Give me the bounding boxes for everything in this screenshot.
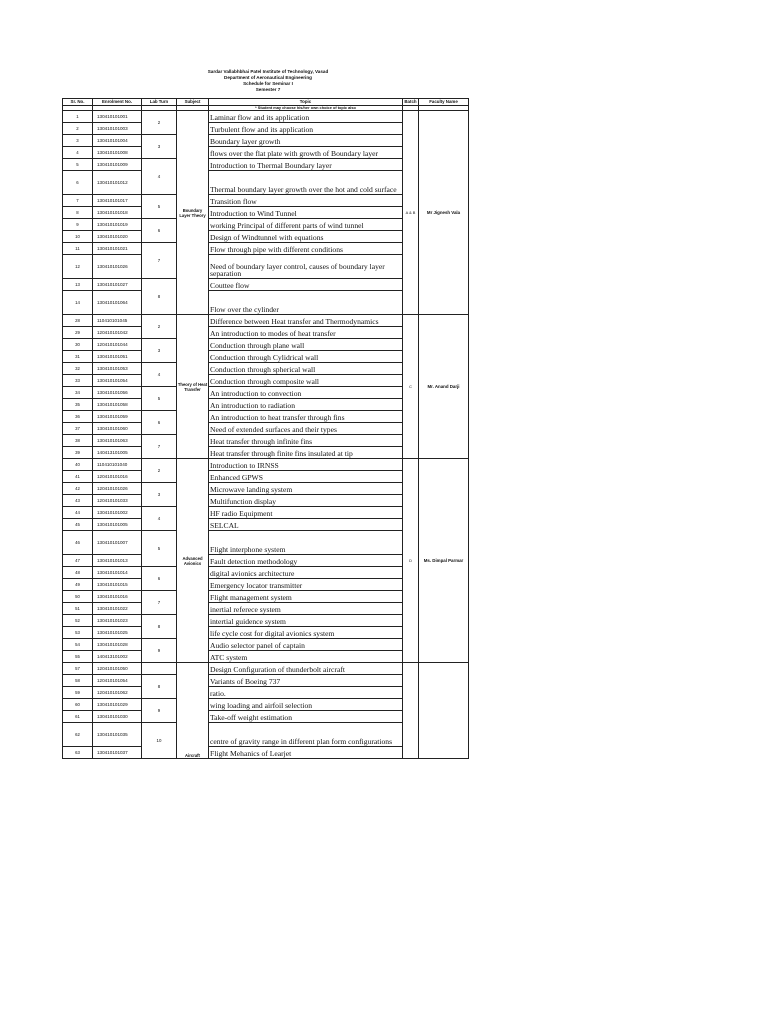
lab-turn-cell: 4 (142, 159, 177, 195)
faculty-name-cell: Ms. Dimpal Parmar (419, 459, 469, 663)
enrolment-no-cell: 130410101004 (93, 135, 142, 147)
topic-cell: Introduction to IRNSS (209, 459, 403, 471)
subject-cell: Boundary Layer Theory (177, 111, 209, 315)
topic-cell: Boundary layer growth (209, 135, 403, 147)
sr-no-cell: 36 (63, 411, 93, 423)
sr-no-cell: 12 (63, 255, 93, 279)
topic-cell: An introduction to modes of heat transfer (209, 327, 403, 339)
batch-cell (403, 663, 419, 759)
sr-no-cell: 38 (63, 435, 93, 447)
table-row (63, 663, 469, 675)
lab-turn-cell: 3 (142, 135, 177, 159)
enrolment-no-cell: 130410101013 (93, 555, 142, 567)
topic-cell: life cycle cost for digital avionics system (209, 627, 403, 639)
schedule-title: Schedule for Seminar I (243, 81, 293, 86)
department-name: Department of Aeronautical Engineering (224, 75, 312, 80)
enrolment-no-cell: 140413101005 (93, 447, 142, 459)
enrolment-no-cell: 130410101053 (93, 363, 142, 375)
topic-cell: Flow over the cylinder (209, 291, 403, 315)
enrolment-no-cell: 130410101019 (93, 219, 142, 231)
lab-turn-cell: 8 (142, 675, 177, 699)
sr-no-cell: 32 (63, 363, 93, 375)
sr-no-cell: 34 (63, 387, 93, 399)
lab-turn-cell: 2 (142, 111, 177, 135)
sr-no-cell: 11 (63, 243, 93, 255)
enrolment-no-cell: 130410101009 (93, 159, 142, 171)
sr-no-cell: 9 (63, 219, 93, 231)
topic-cell: Introduction to Wind Tunnel (209, 207, 403, 219)
topic-cell: Audio selector panel of captain (209, 639, 403, 651)
enrolment-no-cell: 130410101015 (93, 579, 142, 591)
header-row (63, 99, 469, 106)
faculty-name-cell (419, 663, 469, 759)
sr-no-cell: 13 (63, 279, 93, 291)
lab-turn-cell: 5 (142, 531, 177, 567)
enrolment-no-cell: 130410101005 (93, 519, 142, 531)
sr-no-cell: 62 (63, 723, 93, 747)
institute-name: Sardar Vallabhbhai Patel Institute of Technology, Vasad (207, 69, 329, 74)
topic-cell: working Principal of different parts of wind tunnel (209, 219, 403, 231)
enrolment-no-cell: 130410101016 (93, 591, 142, 603)
sr-no-cell: 57 (63, 663, 93, 675)
lab-turn-cell: 6 (142, 219, 177, 243)
enrolment-no-cell: 130410101007 (93, 531, 142, 555)
sr-no-cell: 63 (63, 747, 93, 759)
table-row (63, 459, 469, 471)
lab-turn-cell: 4 (142, 363, 177, 387)
lab-turn-cell: 7 (142, 435, 177, 459)
sr-no-cell: 46 (63, 531, 93, 555)
enrolment-no-cell: 130410101064 (93, 291, 142, 315)
col-faculty-name: Faculty Name (419, 99, 469, 106)
topic-cell: inertial referece system (209, 603, 403, 615)
subject-cell: Advanced Avionics (177, 459, 209, 663)
topic-cell: Fault detection methodology (209, 555, 403, 567)
topic-cell: Transition flow (209, 195, 403, 207)
topic-cell: Conduction through plane wall (209, 339, 403, 351)
topic-cell: centre of gravity range in different plan form configurations (209, 723, 403, 747)
sr-no-cell: 4 (63, 147, 93, 159)
topic-cell: An introduction to radiation (209, 399, 403, 411)
table-row (63, 315, 469, 327)
topic-cell: Emergency locator transmitter (209, 579, 403, 591)
enrolment-no-cell: 130410101018 (93, 207, 142, 219)
topic-cell: ratio. (209, 687, 403, 699)
col-enrolment-no: Enrolment No. (93, 99, 142, 106)
enrolment-no-cell: 130410101030 (93, 711, 142, 723)
subject-cell: Aircraft (177, 663, 209, 759)
enrolment-no-cell: 130410101059 (93, 411, 142, 423)
enrolment-no-cell: 130410101063 (93, 435, 142, 447)
enrolment-no-cell: 130410101058 (93, 399, 142, 411)
subject-cell: Theory of Heat Transfer (177, 315, 209, 459)
topic-cell: Enhanced GPWS (209, 471, 403, 483)
topic-cell: Laminar flow and its application (209, 111, 403, 123)
topic-cell: flows over the flat plate with growth of Boundary layer (209, 147, 403, 159)
enrolment-no-cell: 120410101026 (93, 483, 142, 495)
enrolment-no-cell: 130410101027 (93, 279, 142, 291)
lab-turn-cell: 10 (142, 723, 177, 759)
sr-no-cell: 31 (63, 351, 93, 363)
topic-cell: wing loading and airfoil selection (209, 699, 403, 711)
enrolment-no-cell: 130410101021 (93, 243, 142, 255)
topic-cell: An introduction to convection (209, 387, 403, 399)
sr-no-cell: 60 (63, 699, 93, 711)
topic-cell: An introduction to heat transfer through fins (209, 411, 403, 423)
topic-cell: Difference between Heat transfer and Thermodynamics (209, 315, 403, 327)
enrolment-no-cell: 130410101051 (93, 351, 142, 363)
lab-turn-cell: 8 (142, 615, 177, 639)
topic-cell: Conduction through Cylidrical wall (209, 351, 403, 363)
enrolment-no-cell: 130410101025 (93, 627, 142, 639)
col-batch: Batch (404, 99, 417, 104)
sr-no-cell: 52 (63, 615, 93, 627)
lab-turn-cell: 6 (142, 567, 177, 591)
seminar-schedule-table (62, 98, 469, 759)
sr-no-cell: 58 (63, 675, 93, 687)
semester-label: Semester 7 (255, 87, 281, 92)
faculty-name-cell: Mr. Anand Darji (419, 315, 469, 459)
enrolment-no-cell: 130410101054 (93, 375, 142, 387)
enrolment-no-cell: 130410101008 (93, 147, 142, 159)
topic-cell: Conduction through composite wall (209, 375, 403, 387)
topic-cell: HF radio Equipment (209, 507, 403, 519)
sr-no-cell: 6 (63, 171, 93, 195)
document-header (168, 69, 368, 93)
topic-cell: Take-off weight estimation (209, 711, 403, 723)
lab-turn-cell: 7 (142, 591, 177, 615)
topic-cell: Turbulent flow and its application (209, 123, 403, 135)
sr-no-cell: 29 (63, 327, 93, 339)
enrolment-no-cell: 130410101026 (93, 255, 142, 279)
topic-cell: intertial guidence system (209, 615, 403, 627)
sr-no-cell: 7 (63, 195, 93, 207)
table-row (63, 111, 469, 123)
sr-no-cell: 8 (63, 207, 93, 219)
topic-cell: Need of extended surfaces and their types (209, 423, 403, 435)
enrolment-no-cell: 130410101012 (93, 171, 142, 195)
topic-cell: Flow through pipe with different conditions (209, 243, 403, 255)
topic-cell: Conduction through spherical wall (209, 363, 403, 375)
enrolment-no-cell: 110410101040 (93, 459, 142, 471)
sr-no-cell: 51 (63, 603, 93, 615)
topic-cell: Design of Windtunnel with equations (209, 231, 403, 243)
enrolment-no-cell: 110410101045 (93, 315, 142, 327)
lab-turn-cell: 7 (142, 243, 177, 279)
lab-turn-cell: 9 (142, 639, 177, 663)
col-topic: Topic (209, 99, 403, 106)
lab-turn-cell: 5 (142, 387, 177, 411)
enrolment-no-cell: 130410101014 (93, 567, 142, 579)
sr-no-cell: 50 (63, 591, 93, 603)
lab-turn-cell (142, 663, 177, 675)
topic-cell: Heat transfer through infinite fins (209, 435, 403, 447)
enrolment-no-cell: 120410101062 (93, 687, 142, 699)
enrolment-no-cell: 120410101042 (93, 327, 142, 339)
lab-turn-cell: 3 (142, 483, 177, 507)
enrolment-no-cell: 120410101044 (93, 339, 142, 351)
sr-no-cell: 10 (63, 231, 93, 243)
lab-turn-cell: 6 (142, 411, 177, 435)
topic-cell: Couttee flow (209, 279, 403, 291)
enrolment-no-cell: 130410101029 (93, 699, 142, 711)
enrolment-no-cell: 120410101050 (93, 663, 142, 675)
sr-no-cell: 3 (63, 135, 93, 147)
enrolment-no-cell: 140413101002 (93, 651, 142, 663)
sr-no-cell: 48 (63, 567, 93, 579)
col-lab-turn: Lab Turn (142, 99, 177, 106)
enrolment-no-cell: 130410101028 (93, 639, 142, 651)
topic-cell: digital avionics architecture (209, 567, 403, 579)
sr-no-cell: 5 (63, 159, 93, 171)
topic-cell: Heat transfer through finite fins insulated at tip (209, 447, 403, 459)
sr-no-cell: 61 (63, 711, 93, 723)
sr-no-cell: 1 (63, 111, 93, 123)
sr-no-cell: 53 (63, 627, 93, 639)
enrolment-no-cell: 130410101020 (93, 231, 142, 243)
sr-no-cell: 35 (63, 399, 93, 411)
topic-cell: Need of boundary layer control, causes of boundary layer separation (209, 255, 403, 279)
topic-cell: Flight management system (209, 591, 403, 603)
sr-no-cell: 44 (63, 507, 93, 519)
sr-no-cell: 40 (63, 459, 93, 471)
topic-cell: Variants of Boeing 737 (209, 675, 403, 687)
topic-note: * Student may choose his/her own choice of topic also (209, 106, 403, 111)
sr-no-cell: 14 (63, 291, 93, 315)
sr-no-cell: 55 (63, 651, 93, 663)
lab-turn-cell: 2 (142, 459, 177, 483)
batch-cell: C (403, 315, 419, 459)
sr-no-cell: 42 (63, 483, 93, 495)
sr-no-cell: 54 (63, 639, 93, 651)
lab-turn-cell: 2 (142, 315, 177, 339)
lab-turn-cell: 9 (142, 699, 177, 723)
batch-cell: D (403, 459, 419, 663)
enrolment-no-cell: 130410101037 (93, 747, 142, 759)
sr-no-cell: 45 (63, 519, 93, 531)
lab-turn-cell: 5 (142, 195, 177, 219)
enrolment-no-cell: 120410101054 (93, 675, 142, 687)
sr-no-cell: 33 (63, 375, 93, 387)
batch-cell: A & B (403, 111, 419, 315)
sr-no-cell: 43 (63, 495, 93, 507)
enrolment-no-cell: 120410101033 (93, 495, 142, 507)
sr-no-cell: 28 (63, 315, 93, 327)
sr-no-cell: 30 (63, 339, 93, 351)
topic-cell: Microwave landing system (209, 483, 403, 495)
lab-turn-cell: 3 (142, 339, 177, 363)
sr-no-cell: 41 (63, 471, 93, 483)
sr-no-cell: 47 (63, 555, 93, 567)
lab-turn-cell: 4 (142, 507, 177, 531)
topic-cell: Thermal boundary layer growth over the hot and cold surface (209, 171, 403, 195)
enrolment-no-cell: 120410101016 (93, 471, 142, 483)
enrolment-no-cell: 130410101060 (93, 423, 142, 435)
enrolment-no-cell: 130410101022 (93, 603, 142, 615)
enrolment-no-cell: 130410101002 (93, 507, 142, 519)
faculty-name-cell: Mr Jignesh Vala (419, 111, 469, 315)
topic-cell: ATC system (209, 651, 403, 663)
enrolment-no-cell: 130410101017 (93, 195, 142, 207)
sr-no-cell: 49 (63, 579, 93, 591)
enrolment-no-cell: 130410101056 (93, 387, 142, 399)
sr-no-cell: 39 (63, 447, 93, 459)
sr-no-cell: 59 (63, 687, 93, 699)
sr-no-cell: 37 (63, 423, 93, 435)
col-subject: Subject (177, 99, 209, 106)
topic-cell: Flight Mehanics of Learjet (209, 747, 403, 759)
col-sr-no: Sr. No. (63, 99, 93, 106)
topic-cell: Multifunction display (209, 495, 403, 507)
enrolment-no-cell: 130410101023 (93, 615, 142, 627)
topic-cell: Flight interphone system (209, 531, 403, 555)
sr-no-cell: 2 (63, 123, 93, 135)
lab-turn-cell: 8 (142, 279, 177, 315)
enrolment-no-cell: 130410101003 (93, 123, 142, 135)
topic-cell: SELCAL (209, 519, 403, 531)
enrolment-no-cell: 130410101035 (93, 723, 142, 747)
schedule-body (63, 106, 469, 759)
topic-cell: Design Configuration of thunderbolt aircraft (209, 663, 403, 675)
topic-cell: Introduction to Thermal Boundary layer (209, 159, 403, 171)
enrolment-no-cell: 130410101001 (93, 111, 142, 123)
